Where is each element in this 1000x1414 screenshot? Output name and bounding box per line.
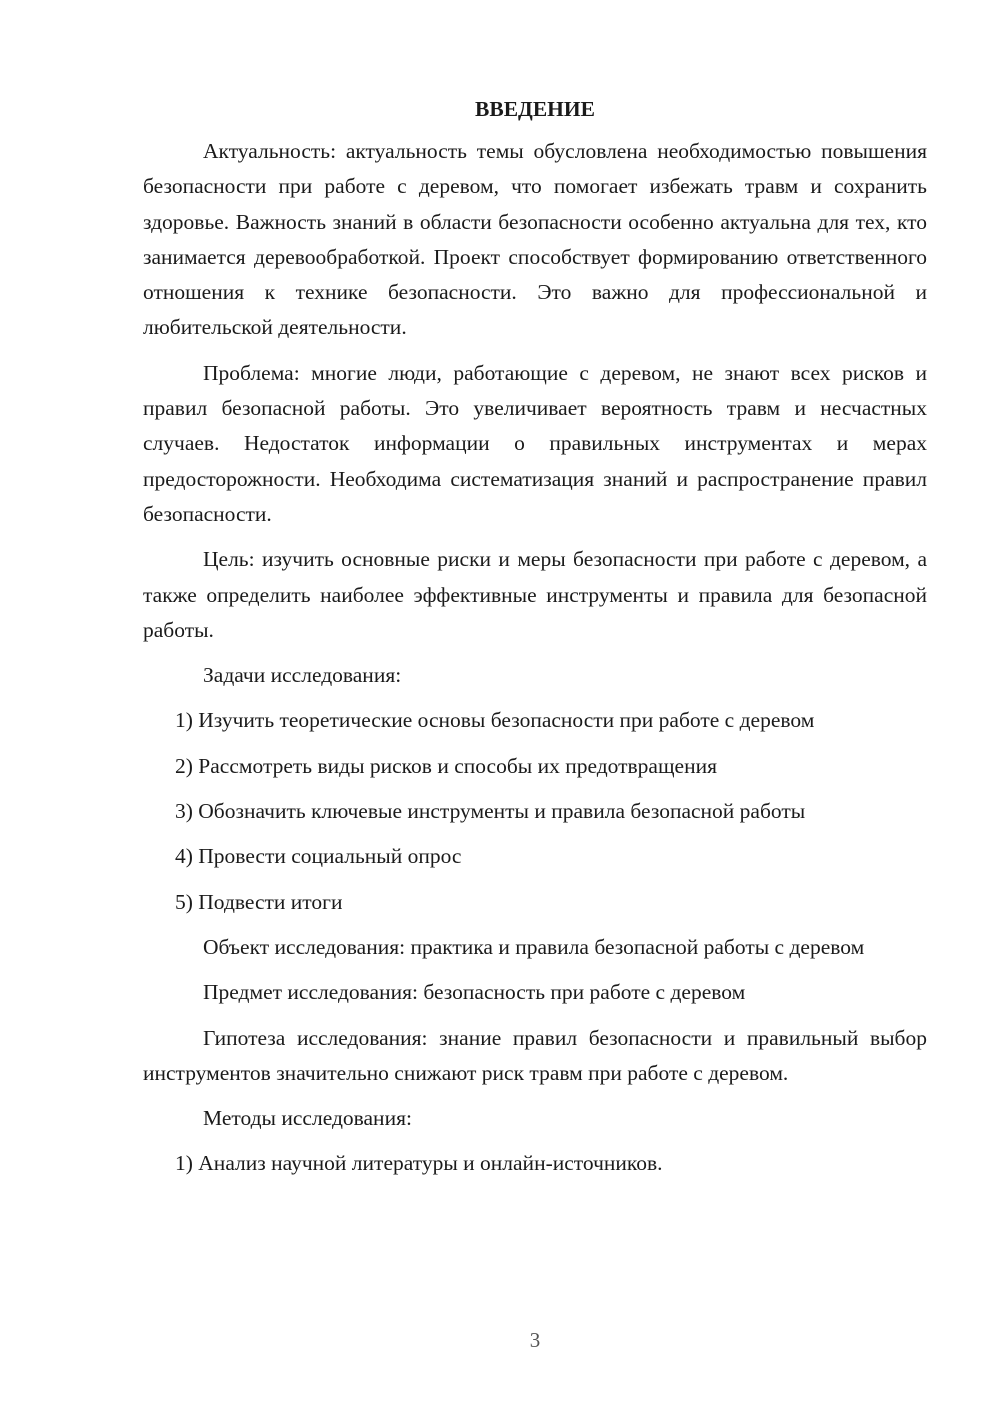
- list-item: 1) Изучить теоретические основы безопасности при работе с деревом: [175, 708, 815, 733]
- document-page: [143, 92, 927, 1192]
- list-item: 5) Подвести итоги: [175, 889, 343, 914]
- methods-list: [143, 1146, 927, 1181]
- subject-paragraph: Предмет исследования: безопасность при работе с деревом: [203, 980, 746, 1005]
- relevance-paragraph: Актуальность: актуальность темы обусловлена необходимостью повышения безопасности при работе с деревом, что помогает избежать травм и сохранить здоровье. Важность знаний в области безопасности особенно актуальна для тех, кто занимается деревообработкой. Проект способствует формированию ответственного отношения к технике безопасности. Это важно для профессиональной и любительской деятельности.: [143, 139, 927, 340]
- section-title: ВВЕДЕНИЕ: [475, 97, 595, 121]
- tasks-heading: Задачи исследования:: [203, 663, 402, 688]
- list-item: 2) Рассмотреть виды рисков и способы их предотвращения: [175, 753, 717, 778]
- page-number: 3: [529, 1328, 541, 1352]
- list-item: 1) Анализ научной литературы и онлайн-источников.: [175, 1151, 663, 1176]
- problem-paragraph: Проблема: многие люди, работающие с деревом, не знают всех рисков и правил безопасной работы. Это увеличивает вероятность травм и несчастных случаев. Недостаток информации о правильных инструментах и мерах предосторожности. Необходима систематизация знаний и распространение правил безопасности.: [143, 360, 927, 526]
- list-item: 3) Обозначить ключевые инструменты и правила безопасной работы: [175, 799, 806, 824]
- goal-paragraph: Цель: изучить основные риски и меры безопасности при работе с деревом, а также определить наиболее эффективные инструменты и правила для безопасной работы.: [143, 547, 927, 642]
- hypothesis-paragraph: Гипотеза исследования: знание правил безопасности и правильный выбор инструментов значительно снижают риск травм при работе с деревом.: [143, 1025, 927, 1085]
- methods-heading: Методы исследования:: [203, 1106, 412, 1131]
- list-item: 4) Провести социальный опрос: [175, 844, 462, 869]
- object-paragraph: Объект исследования: практика и правила безопасной работы с деревом: [203, 934, 865, 959]
- tasks-list: [143, 703, 927, 919]
